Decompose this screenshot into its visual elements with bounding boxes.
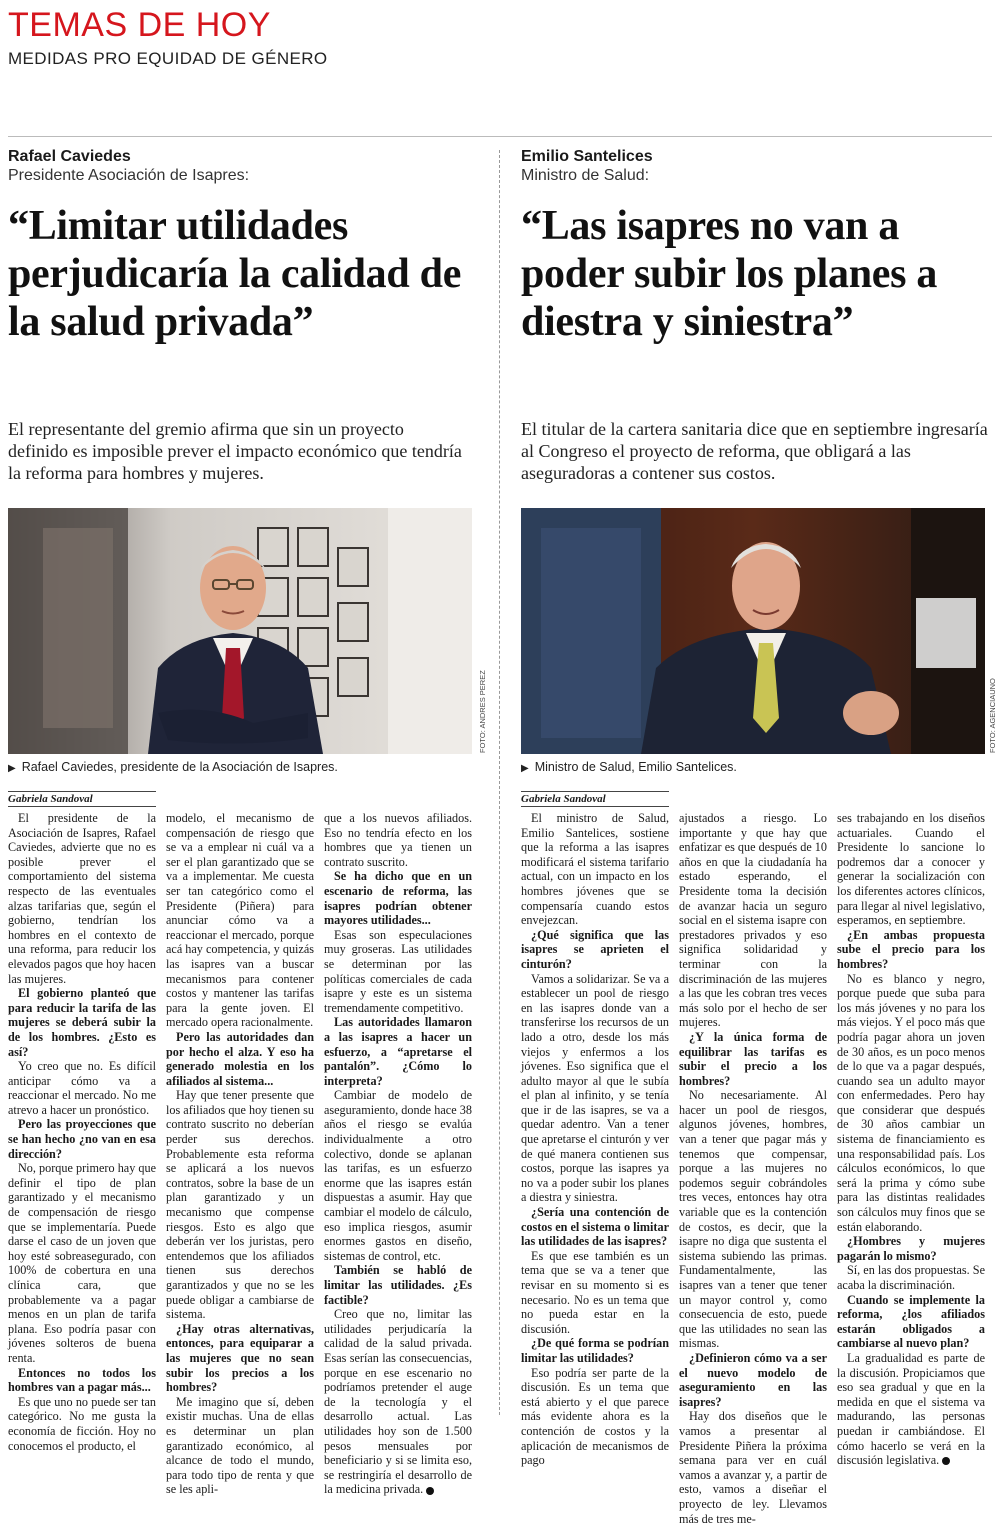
caption-arrow-icon: ▶ — [521, 763, 529, 774]
body-paragraph: Hay dos diseños que le vamos a presentar al Presidente Piñera la próxima semana para ver en cuál vamos a avanzar y, a partir de esto, vamos a diseñar el proyecto de ley. Llevamos más de tres me- — [679, 1409, 827, 1526]
portrait-photo — [8, 508, 472, 754]
byline: Gabriela Sandoval — [521, 791, 669, 807]
interview-question: ¿Hay otras alternativas, entonces, para equiparar a las mujeres que no sean subir los precios a los hombres? — [166, 1321, 314, 1395]
photo-credit: FOTO: ANDRES PEREZ — [478, 670, 487, 753]
interview-question: También se habló de limitar las utilidades. ¿Es factible? — [324, 1263, 472, 1307]
end-of-article-icon — [426, 1487, 434, 1495]
interview-question: Se ha dicho que en un escenario de reforma, las isapres podrían obtener mayores utilidades... — [324, 869, 472, 928]
interview-question: Pero las autoridades dan por hecho el alza. Y eso ha generado molestia en los afiliados al sistema... — [166, 1029, 314, 1088]
column-divider — [499, 150, 500, 1415]
interview-question: Pero las proyecciones que se han hecho ¿no van en esa dirección? — [8, 1117, 156, 1161]
body-paragraph: El presidente de la Asociación de Isapres, Rafael Caviedes, advierte que no es posible prever el comportamiento del sistema respecto de las eventuales alzas tarifarias que, según el gobierno, tendrían los hombres en el contexto de una reforma, para reducir los elevados pagos que hoy hacen las mujeres. — [8, 811, 156, 986]
interview-question: ¿Sería una contención de costos en el sistema o limitar las utilidades de las isapres? — [521, 1205, 669, 1249]
body-paragraph: Es que uno no puede ser tan categórico. No me gusta la economía de ficción. Hoy no conocemos el producto, el — [8, 1394, 156, 1453]
section-subtitle: MEDIDAS PRO EQUIDAD DE GÉNERO — [8, 49, 328, 68]
body-columns — [521, 811, 985, 1526]
body-column-1 — [521, 811, 669, 1526]
speaker-role: Presidente Asociación de Isapres: — [8, 167, 250, 184]
body-paragraph: ses trabajando en los diseños actuariales. Cuando el Presidente lo sancione lo podremos dar a conocer y generar la socialización con los diferentes actores clínicos, para llegar al nivel legislativo, esperamos, en septiembre. — [837, 811, 985, 928]
portrait-illustration — [521, 508, 985, 754]
caption-arrow-icon: ▶ — [8, 763, 16, 774]
body-column-1 — [8, 811, 156, 1497]
headline: “Las isapres no van a poder subir los planes a diestra y siniestra” — [521, 203, 938, 345]
body-paragraph: Cambiar de modelo de aseguramiento, donde hace 38 años el riesgo se evalúa individualmente a otro colectivo, donde se aplanan las tarifas, es un esfuerzo enorme que las isapres están dispuestas a asumir. Hay que cambiar el modelo de cálculo, eso implica riesgos, asumir enormes gastos en diseño, sistemas de control, etc. — [324, 1088, 472, 1263]
interview-question: ¿De qué forma se podrían limitar las utilidades? — [521, 1336, 669, 1365]
speaker-name: Emilio Santelices — [521, 148, 653, 165]
body-paragraph: Hay que tener presente que los afiliados que hoy tienen su contrato suscrito no deberían perder sus derechos. Probablemente esta reforma se aplicará a los nuevos contratos, sobre la base de un plan garantizado y un mecanismo que compense riesgos. Esto es algo que deberán ver los juristas, pero entendemos que los afiliados tienen sus derechos garantizados y que no se les puede obligar a cambiarse de sistema. — [166, 1088, 314, 1322]
headline: “Limitar utilidades perjudicaría la calidad de la salud privada” — [8, 203, 462, 345]
body-column-2 — [679, 811, 827, 1526]
body-paragraph: No necesariamente. Al hacer un pool de riesgos, algunos jóvenes, hombres, van a tener que pagar más y tenemos que compensar, porque a las mujeres no podemos seguir cobrándoles tres veces, entonces hay otra variable que es la contención de costos, es decir, que la isapre no diga que sustenta el sistema subiendo las primas. Fundamentalmente, las isapres van a tener que tener un mayor control y, como consecuencia de esto, puede que las utilidades no sean las mismas. — [679, 1088, 827, 1351]
interview-question: ¿Qué significa que las isapres se aprieten el cinturón? — [521, 927, 669, 971]
interview-question: Entonces no todos los hombres van a pagar más... — [8, 1365, 156, 1395]
photo-credit: FOTO: AGENCIAUNO — [988, 678, 997, 753]
body-paragraph: No es blanco y negro, porque puede que suba para los más jóvenes y no para los más viejos. Y el poco más que podría pagar ahora un joven de 30 años, es un poco menos de lo que va a pagar después, cuando sea un adulto mayor con enfermedades. Pero hay que considerar que después de 30 años cambiar un sistema de financiamiento es una responsabilidad país. Los cálculos económicos, lo que será la prima y cómo sube para las distintas realidades son cálculos muy finos que se están elaborando. — [837, 971, 985, 1234]
photo-caption — [521, 760, 737, 774]
section-title: TEMAS DE HOY — [8, 6, 271, 44]
portrait-photo — [521, 508, 985, 754]
body-paragraph: El ministro de Salud, Emilio Santelices, sostiene que la reforma a las isapres modificará el sistema tarifario actual, con un impacto en los hombres jóvenes que se compensaría cuando estos envejezcan. — [521, 811, 669, 928]
body-paragraph: modelo, el mecanismo de compensación de riesgo que se va a emplear ni cuál va a ser el plan garantizado que se va a implementar. Me cuesta ser tan categórico como el Presidente (Piñera) para anunciar cómo va a reaccionar el mercado, porque acá hay competencia, y quizás las isapres van a buscar mecanismos para contener costos y mantener las tarifas para la gente joven. El mercado opera racionalmente. — [166, 811, 314, 1030]
body-paragraph: Me imagino que sí, deben existir muchas. Una de ellas es determinar un plan garantizado económico, al alcance de todo el mundo, para todo tipo de renta y que se les apli- — [166, 1394, 314, 1497]
body-column-3 — [324, 811, 472, 1497]
body-column-3 — [837, 811, 985, 1526]
body-paragraph: Sí, en las dos propuestas. Se acaba la discriminación. — [837, 1263, 985, 1292]
interview-question: El gobierno planteó que para reducir la tarifa de las mujeres se deberá subir la de los hombres. ¿Esto es así? — [8, 986, 156, 1059]
body-paragraph: Yo creo que no. Es difícil anticipar cómo va a reaccionar el mercado. No me atrevo a hacer un pronóstico. — [8, 1059, 156, 1117]
speaker-role: Ministro de Salud: — [521, 167, 650, 184]
body-paragraph: ajustados a riesgo. Lo importante y que hay que enfatizar es que después de 10 años en que la ciudadanía ha estado esperando, el Presidente toma la decisión de avanzar hacia un seguro social en el sistema isapre con prestadores privados y eso significa solidaridad y terminar con la discriminación de las mujeres a las que les cobran tres veces más solo por el hecho de ser mujeres. — [679, 811, 827, 1030]
byline: Gabriela Sandoval — [8, 791, 156, 807]
body-columns — [8, 811, 472, 1497]
lede: El representante del gremio afirma que sin un proyecto definido es imposible prever el impacto económico que tendría la reforma para hombres y mujeres. — [8, 419, 462, 483]
caption-text: Rafael Caviedes, presidente de la Asociación de Isapres. — [21, 760, 338, 774]
portrait-illustration — [8, 508, 472, 754]
body-paragraph: Eso podría ser parte de la discusión. Es un tema que está abierto y el que parece más evidente ahora es la contención de costos y la aplicación de mecanismos de pago — [521, 1365, 669, 1468]
interview-question: ¿Hombres y mujeres pagarán lo mismo? — [837, 1234, 985, 1263]
story-right — [521, 148, 997, 1526]
interview-question: ¿Definieron cómo va a ser el nuevo modelo de aseguramiento en las isapres? — [679, 1350, 827, 1409]
body-paragraph: Es que ese también es un tema que se va a tener que revisar en su momento si es necesario. No es un tema que no pueda estar en la discusión. — [521, 1248, 669, 1336]
body-paragraph: Creo que no, limitar las utilidades perjudicaría la calidad de la salud privada. Esas serían las consecuencias, porque en ese escenario no podríamos pretender el auge de la tecnología y el desarrollo actual. Las utilidades hoy son de 1.500 pesos mensuales por beneficiario y si se limita eso, se restringiría el desarrollo de la medicina privada. — [324, 1307, 472, 1497]
interview-question: ¿Y la única forma de equilibrar las tarifas es subir el precio a los hombres? — [679, 1029, 827, 1088]
body-column-2 — [166, 811, 314, 1497]
body-paragraph: No, porque primero hay que definir el tipo de plan garantizado y el mecanismo de compensación de riesgo que se implementaría. Puede darse el caso de un joven que hoy esté sobreasegurado, con 100% de cobertura en una clínica cara, que probablemente va a pagar menos en un plan de tarifa plana. Eso podría pasar con jóvenes solteros de buena renta. — [8, 1161, 156, 1365]
lede: El titular de la cartera sanitaria dice que en septiembre ingresaría al Congreso el proyecto de reforma, que obligará a las aseguradoras a contener sus costos. — [521, 419, 988, 483]
caption-text: Ministro de Salud, Emilio Santelices. — [534, 760, 737, 774]
body-paragraph: Esas son especulaciones muy groseras. Las utilidades se determinan por las políticas comerciales de cada isapre y este es un sistema tremendamente competitivo. — [324, 927, 472, 1015]
top-divider — [8, 136, 992, 137]
speaker-name: Rafael Caviedes — [8, 148, 131, 165]
photo-caption — [8, 760, 338, 774]
body-paragraph: que a los nuevos afiliados. Eso no tendría efecto en los hombres que ya tienen un contrato suscrito. — [324, 811, 472, 869]
end-of-article-icon — [942, 1457, 950, 1465]
interview-question: Cuando se implemente la reforma, ¿los afiliados estarán obligados a cambiarse al nuevo plan? — [837, 1292, 985, 1351]
body-paragraph: Vamos a solidarizar. Se va a establecer un pool de riesgo en las isapres donde van a transferirse los recursos de un lado a otro, desde los más viejos y enfermos a los jóvenes. Eso significa que el adulto mayor al que le subía el plan al infinito, y se tenía que ir de las isapres, se va a quedar adentro. Van a tener que apretarse el cinturón y ver de qué manera contienen sus costos, porque las isapres ya no va a poder subir los planes a diestra y siniestra. — [521, 971, 669, 1205]
story-left — [8, 148, 487, 1497]
interview-question: Las autoridades llamaron a las isapres a hacer un esfuerzo, a “apretarse el pantalón”. ¿Cómo lo interpreta? — [324, 1015, 472, 1088]
body-paragraph: La gradualidad es parte de la discusión. Propiciamos que eso sea gradual y que en la medida en que el sistema va madurando, las personas puedan ir cambiándose. El cómo hacerlo se verá en la discusión legislativa. — [837, 1350, 985, 1468]
interview-question: ¿En ambas propuesta sube el precio para los hombres? — [837, 927, 985, 971]
